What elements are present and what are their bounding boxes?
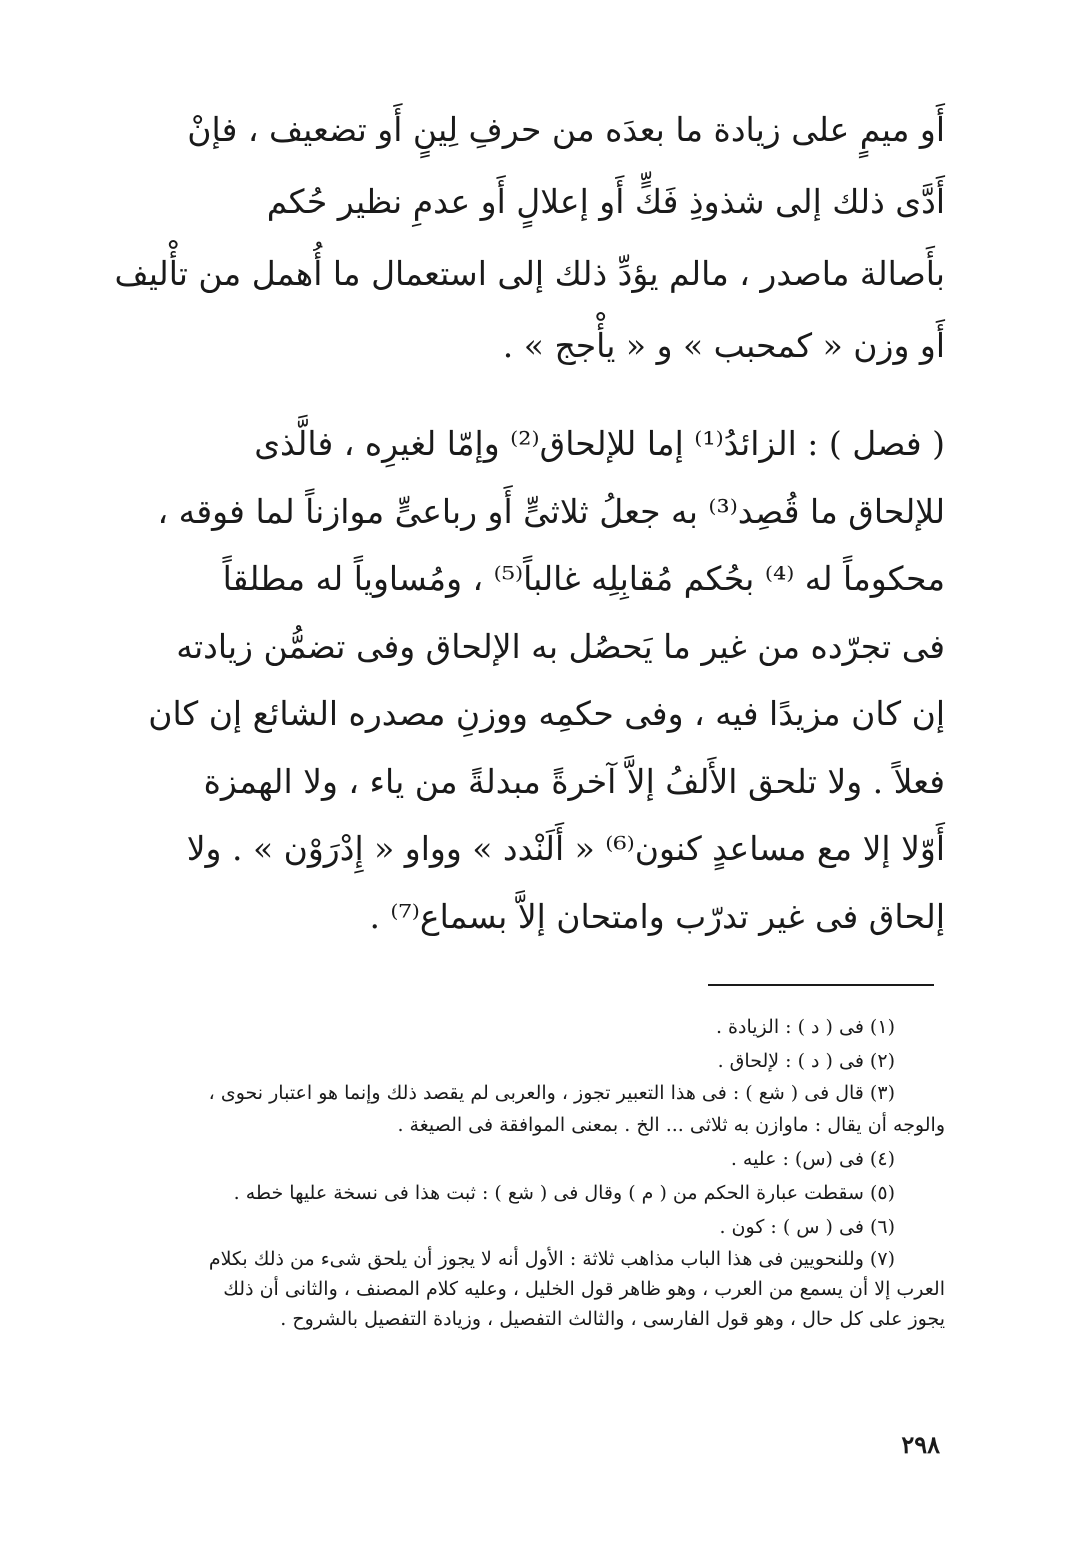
footnote-7: (٧) وللنحويين فى هذا الباب مذاهب ثلاثة : الأول أنه لا يجوز أن يلحق شىء من ذلك بكلام [208,1248,895,1270]
text-line: محكوماً له ⁽⁴⁾ بحُكم مُقابِلِه غالباً⁽⁵⁾ ، ومُساوياً له مطلقاً [222,559,945,598]
text-line: بأَصالة ماصدر ، مالم يؤدِّ ذلك إلى استعمال ما أُهمل من تأْليف [114,254,945,293]
footnote-3: (٣) قال فى ( شع ) : فى هذا التعبير تجوز ، والعربى لم يقصد ذلك وإنما هو اعتبار نحوى ، [208,1082,895,1104]
footnotes [190,1010,945,1334]
text-line: ( فصل ) : الزائدُ⁽¹⁾ إما للإلحاق⁽²⁾ وإمّا لغيرِه ، فالَّذى [254,424,945,463]
text-line: فعلاً . ولا تلحق الأَلفُ إلاَّ آخرةً مبدلةً من ياء ، ولا الهمزة [203,761,945,801]
footnote-7-continued: العرب إلا أن يسمع من العرب ، وهو ظاهر قول الخليل ، وعليه كلام المصنف ، والثانى أن ذلك [223,1278,945,1300]
text-line: فى تجرّده من غير ما يَحصُل به الإلحاق وفى تضمُّن زيادته [176,626,945,666]
footnote-2: (٢) فى ( د ) : لإلحاق . [717,1050,895,1072]
footnote-1: (١) فى ( د ) : الزيادة . [715,1016,895,1038]
footnote-6: (٦) فى ( س ) : كون . [719,1216,895,1238]
text-line: أَدَّى ذلك إلى شذوذِ فَكٍّ أَو إعلالٍ أَو عدمِ نظير حُكم [266,182,945,221]
footnote-5: (٥) سقطت عبارة الحكم من ( م ) وقال فى ( شع ) : ثبت هذا فى نسخة عليها خطه . [233,1182,895,1204]
text-line: إلحاق فى غير تدرّب وامتحان إلاَّ بسماع⁽⁷⁾ . [369,896,945,936]
footnote-7-continued: يجوز على كل حال ، وهو قول الفارسى ، والثالث التفصيل ، وزيادة التفصيل بالشروح . [280,1308,945,1330]
footnote-3-continued: والوجه أن يقال : ماوازن به ثلاثى ... الخ . بمعنى الموافقة فى الصيغة . [397,1114,945,1136]
text-line: أَوّلا إلا مع مساعدٍ كنون⁽⁶⁾ « أَلَنْدد » وواو « إِدْرَوْن » . ولا [186,829,945,868]
footnote-4: (٤) فى (س) : عليه . [730,1148,895,1170]
text-line: أَو ميمٍ على زيادة ما بعدَه من حرفِ لِينٍ أَو تضعيف ، فإنْ [187,110,945,149]
page-number: ٢٩٨ [901,1430,940,1459]
text-line: إن كان مزيدًا فيه ، وفى حكمِه ووزنِ مصدره الشائع إن كان [148,694,945,733]
text-line: أَو وزن « كمحبب » و « يأْجج » . [502,326,945,365]
paragraph-2 [148,410,945,950]
text-line: للإلحاق ما قُصِد⁽³⁾ به جعلُ ثلاثىٍّ أَو رباعىٍّ موازناً لما فوقه ، [157,491,945,531]
paragraph-1 [114,94,945,382]
footnote-divider [708,984,934,986]
